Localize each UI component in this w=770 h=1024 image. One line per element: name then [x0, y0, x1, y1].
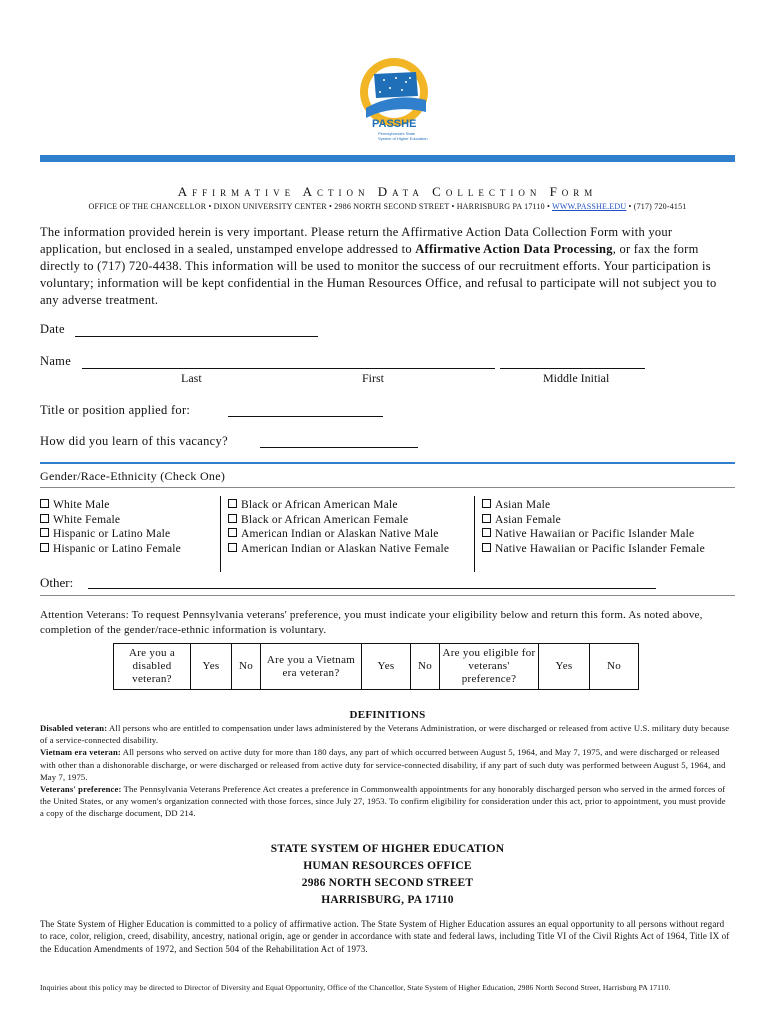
definition-vietnam — [40, 746, 732, 783]
checkbox-black-female[interactable] — [228, 513, 449, 528]
checkbox-icon[interactable] — [40, 528, 49, 537]
checkbox-icon[interactable] — [228, 543, 237, 552]
checkbox-black-male[interactable] — [228, 498, 449, 513]
checkbox-icon[interactable] — [228, 514, 237, 523]
form-title: Affirmative Action Data Collection Form — [177, 184, 598, 199]
checkbox-icon[interactable] — [228, 499, 237, 508]
logo-wordmark: PASSHE — [372, 118, 417, 130]
date-label: Date — [40, 322, 65, 336]
checkbox-icon[interactable] — [482, 499, 491, 508]
intro-paragraph — [40, 224, 730, 309]
vacancy-label: How did you learn of this vacancy? — [40, 434, 228, 448]
checkbox-label: White Female — [53, 513, 121, 526]
checkbox-label: American Indian or Alaskan Native Female — [241, 542, 450, 555]
checkbox-label: Hispanic or Latino Male — [53, 528, 171, 540]
definition-term: Veterans' preference: — [40, 784, 122, 795]
definition-preference — [40, 783, 732, 820]
date-field[interactable] — [75, 336, 318, 337]
checkbox-american-indian-female[interactable] — [228, 542, 449, 557]
veterans-table — [113, 643, 639, 690]
address-line: HUMAN RESOURCES OFFICE — [303, 860, 472, 872]
definitions-body — [40, 722, 732, 820]
checkbox-american-indian-male[interactable] — [228, 527, 449, 542]
website-link[interactable]: WWW.PASSHE.EDU — [552, 202, 627, 211]
title-position-field[interactable] — [228, 416, 383, 417]
other-label: Other: — [40, 575, 74, 590]
definition-text: All persons who served on active duty for more than 180 days, any part of which occurred between August 5, 1964, and May 7, 1975, and were discharged or released with other than a dishonorable discharge, or were discharged or released from active duty for service-connected disability, if any part of such duty was performed between August 5, 1964, and May 7, 1975. — [40, 747, 726, 782]
definition-term: Vietnam era veteran: — [40, 747, 121, 758]
checkbox-hawaiian-male[interactable] — [482, 527, 705, 542]
office-phone: • (717) 720-4151 — [628, 202, 687, 211]
checkbox-icon[interactable] — [482, 514, 491, 523]
middle-initial-field[interactable] — [500, 368, 645, 369]
header-divider — [40, 155, 735, 162]
definition-text: All persons who are entitled to compensation under laws administered by the Veterans Administration, or were discharged or released from active U.S. military duty because of a service-connected disability. — [40, 723, 730, 746]
office-line-text: OFFICE OF THE CHANCELLOR • DIXON UNIVERSITY CENTER • 2986 NORTH SECOND STREET • HARRISBURG PA 17110 • — [88, 202, 551, 211]
checkbox-icon[interactable] — [40, 514, 49, 523]
other-rule — [40, 595, 735, 596]
hr-office-address — [40, 841, 735, 909]
gender-section-divider — [40, 462, 735, 464]
logo-subtitle: Pennsylvania's State System of Higher Education — [378, 131, 428, 141]
checkbox-icon[interactable] — [482, 528, 491, 537]
address-line: 2986 NORTH SECOND STREET — [301, 877, 474, 889]
checkbox-hawaiian-female[interactable] — [482, 542, 705, 557]
checkbox-icon[interactable] — [482, 543, 491, 552]
checkbox-asian-male[interactable] — [482, 498, 705, 513]
gender-column-2 — [228, 498, 449, 556]
name-label: Name — [40, 354, 72, 368]
checkbox-icon[interactable] — [40, 543, 49, 552]
checkbox-icon[interactable] — [40, 499, 49, 508]
preference-yes-cell[interactable]: Yes — [539, 644, 590, 690]
name-last-first-field[interactable] — [82, 368, 495, 369]
intro-text-2: , or fax the form directly to (717) 720-4438. This information will be used to monitor the success of our recruitment efforts. Your participation is voluntary; information will be kept confidential in the Human Resources Office, and refusal to participate will not subject you to any adverse treatment. — [40, 242, 717, 307]
intro-bold-address: Affirmative Action Data Processing — [415, 242, 613, 256]
address-line: STATE SYSTEM OF HIGHER EDUCATION — [270, 843, 505, 855]
office-address-line — [40, 202, 735, 211]
disabled-no-cell[interactable]: No — [232, 644, 261, 690]
intro-text-1: The information provided herein is very important. Please return the Affirmative Action Data Collection Form with your application, but enclosed in a sealed, unstamped envelope addressed to — [40, 225, 673, 256]
checkbox-asian-female[interactable] — [482, 513, 705, 528]
middle-initial-label: Middle Initial — [543, 371, 610, 385]
column-divider — [474, 496, 475, 572]
gender-column-1 — [40, 498, 181, 556]
checkbox-hispanic-female[interactable] — [40, 542, 181, 557]
checkbox-label: Asian Male — [495, 499, 551, 511]
checkbox-label: Hispanic or Latino Female — [53, 542, 181, 555]
preference-no-cell[interactable]: No — [590, 644, 639, 690]
checkbox-label: White Male — [53, 499, 110, 511]
other-field[interactable] — [88, 588, 656, 589]
last-label: Last — [181, 371, 202, 385]
definition-disabled — [40, 722, 732, 746]
inquiries-note: Inquiries about this policy may be directed to Director of Diversity and Equal Opportunity, Office of the Chancellor, State System of Higher Education, 2986 North Second Street, Harrisburg PA 17110. — [40, 983, 671, 992]
checkbox-hispanic-male[interactable] — [40, 527, 181, 542]
veterans-attention: Attention Veterans: To request Pennsylvania veterans' preference, you must indicate your eligibility below and return this form. As noted above, completion of the gender/race-ethnic information is voluntary. — [40, 609, 703, 636]
disabled-yes-cell[interactable]: Yes — [191, 644, 232, 690]
title-position-label: Title or position applied for: — [40, 403, 191, 417]
checkbox-label: Black or African American Female — [241, 513, 409, 526]
vietnam-veteran-question: Are you a Vietnam era veteran? — [261, 644, 362, 690]
gender-column-3 — [482, 498, 705, 556]
definition-term: Disabled veteran: — [40, 723, 108, 733]
address-line: HARRISBURG, PA 17110 — [321, 894, 454, 906]
column-divider — [220, 496, 221, 572]
checkbox-label: Native Hawaiian or Pacific Islander Female — [495, 542, 705, 555]
vietnam-no-cell[interactable]: No — [411, 644, 440, 690]
disabled-veteran-question: Are you a disabled veteran? — [114, 644, 191, 690]
checkbox-white-female[interactable] — [40, 513, 181, 528]
checkbox-label: Native Hawaiian or Pacific Islander Male — [495, 528, 695, 540]
checkbox-white-male[interactable] — [40, 498, 181, 513]
preference-question: Are you eligible for veterans' preference? — [440, 644, 539, 690]
gender-section-title: Gender/Race-Ethnicity (Check One) — [40, 469, 226, 483]
gender-title-rule — [40, 487, 735, 488]
checkbox-label: Black or African American Male — [241, 499, 398, 511]
vacancy-field[interactable] — [260, 447, 418, 448]
definitions-title: DEFINITIONS — [349, 709, 426, 721]
checkbox-label: American Indian or Alaskan Native Male — [241, 528, 439, 540]
equal-opportunity-policy: The State System of Higher Education is committed to a policy of affirmative action. The State System of Higher Education assures an equal opportunity to all persons without regard to race, color, religion, creed, disability, ancestry, national origin, age or gender in accordance with state and federal laws, including Title VI of the Civil Rights Act of 1964, Title IX of the Education Amendments of 1972, and Section 504 of the Rehabilitation Act of 1973. — [40, 919, 730, 954]
definition-text: The Pennsylvania Veterans Preference Act creates a preference in Commonwealth appointments for any honorably discharged person who served in the armed forces of the United States, or any women's organization connected with those forces, since July 27, 1953. To confirm eligibility for consideration under this act, prior to appointment, you must provide a copy of the discharge document, DD 214. — [40, 784, 726, 819]
checkbox-label: Asian Female — [495, 513, 561, 526]
first-label: First — [362, 371, 385, 385]
checkbox-icon[interactable] — [228, 528, 237, 537]
vietnam-yes-cell[interactable]: Yes — [362, 644, 411, 690]
